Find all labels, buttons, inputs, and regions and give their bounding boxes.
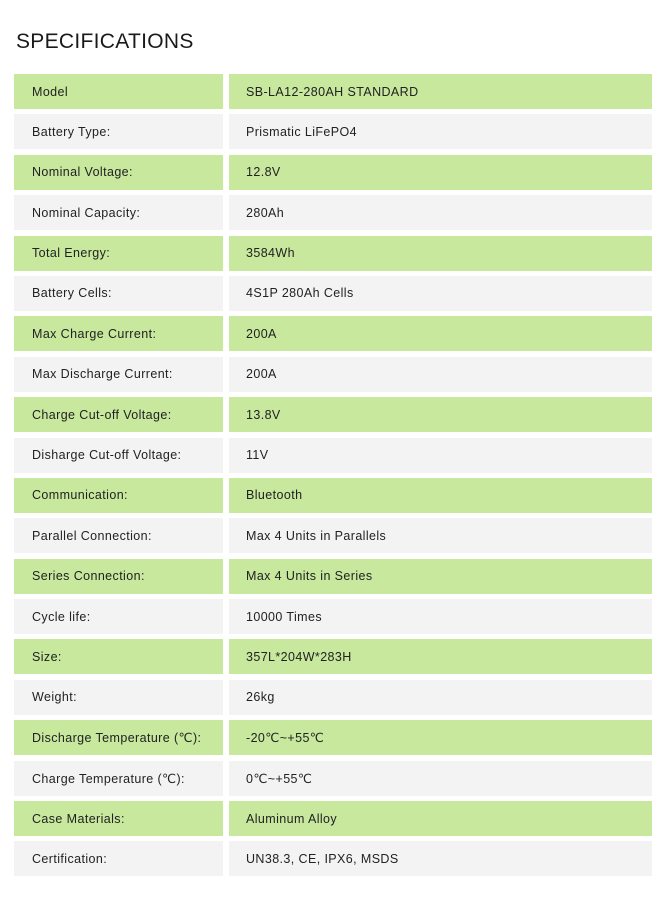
spec-label: Charge Temperature (℃): [14, 761, 223, 796]
spec-value: -20℃~+55℃ [229, 720, 652, 755]
spec-value: 26kg [229, 680, 652, 715]
spec-row-communication [14, 478, 652, 513]
spec-label: Weight: [14, 680, 223, 715]
spec-row-discharge-temperature [14, 720, 652, 755]
spec-row-nominal-voltage [14, 155, 652, 190]
spec-row-charge-temperature [14, 761, 652, 796]
spec-value: 280Ah [229, 195, 652, 230]
spec-label: Model [14, 74, 223, 109]
spec-value: UN38.3, CE, IPX6, MSDS [229, 841, 652, 876]
spec-row-model [14, 74, 652, 109]
spec-label: Max Discharge Current: [14, 357, 223, 392]
spec-label: Battery Type: [14, 114, 223, 149]
spec-value: 10000 Times [229, 599, 652, 634]
spec-value: Prismatic LiFePO4 [229, 114, 652, 149]
spec-value: 0℃~+55℃ [229, 761, 652, 796]
spec-label: Discharge Temperature (℃): [14, 720, 223, 755]
spec-row-max-discharge-current [14, 357, 652, 392]
spec-row-battery-type [14, 114, 652, 149]
spec-value: 200A [229, 357, 652, 392]
spec-label: Charge Cut-off Voltage: [14, 397, 223, 432]
spec-value: SB-LA12-280AH STANDARD [229, 74, 652, 109]
spec-row-discharge-cutoff-voltage [14, 438, 652, 473]
spec-row-size [14, 639, 652, 674]
spec-label: Nominal Capacity: [14, 195, 223, 230]
spec-row-parallel-connection [14, 518, 652, 553]
spec-row-max-charge-current [14, 316, 652, 351]
spec-value: 12.8V [229, 155, 652, 190]
spec-value: 357L*204W*283H [229, 639, 652, 674]
spec-row-cycle-life [14, 599, 652, 634]
spec-row-certification [14, 841, 652, 876]
spec-value: 200A [229, 316, 652, 351]
spec-row-charge-cutoff-voltage [14, 397, 652, 432]
spec-label: Disharge Cut-off Voltage: [14, 438, 223, 473]
spec-row-series-connection [14, 559, 652, 594]
spec-value: 3584Wh [229, 236, 652, 271]
spec-row-nominal-capacity [14, 195, 652, 230]
spec-value: Max 4 Units in Parallels [229, 518, 652, 553]
spec-label: Total Energy: [14, 236, 223, 271]
spec-label: Nominal Voltage: [14, 155, 223, 190]
spec-row-total-energy [14, 236, 652, 271]
spec-label: Case Materials: [14, 801, 223, 836]
spec-label: Battery Cells: [14, 276, 223, 311]
specifications-table [14, 74, 652, 882]
spec-label: Certification: [14, 841, 223, 876]
spec-value: Aluminum Alloy [229, 801, 652, 836]
spec-row-battery-cells [14, 276, 652, 311]
spec-value: Max 4 Units in Series [229, 559, 652, 594]
spec-label: Communication: [14, 478, 223, 513]
spec-label: Size: [14, 639, 223, 674]
spec-label: Max Charge Current: [14, 316, 223, 351]
spec-value: 4S1P 280Ah Cells [229, 276, 652, 311]
spec-label: Parallel Connection: [14, 518, 223, 553]
spec-label: Series Connection: [14, 559, 223, 594]
spec-label: Cycle life: [14, 599, 223, 634]
spec-value: Bluetooth [229, 478, 652, 513]
spec-value: 13.8V [229, 397, 652, 432]
spec-value: 11V [229, 438, 652, 473]
spec-row-weight [14, 680, 652, 715]
page-title: SPECIFICATIONS [16, 30, 194, 53]
spec-row-case-materials [14, 801, 652, 836]
